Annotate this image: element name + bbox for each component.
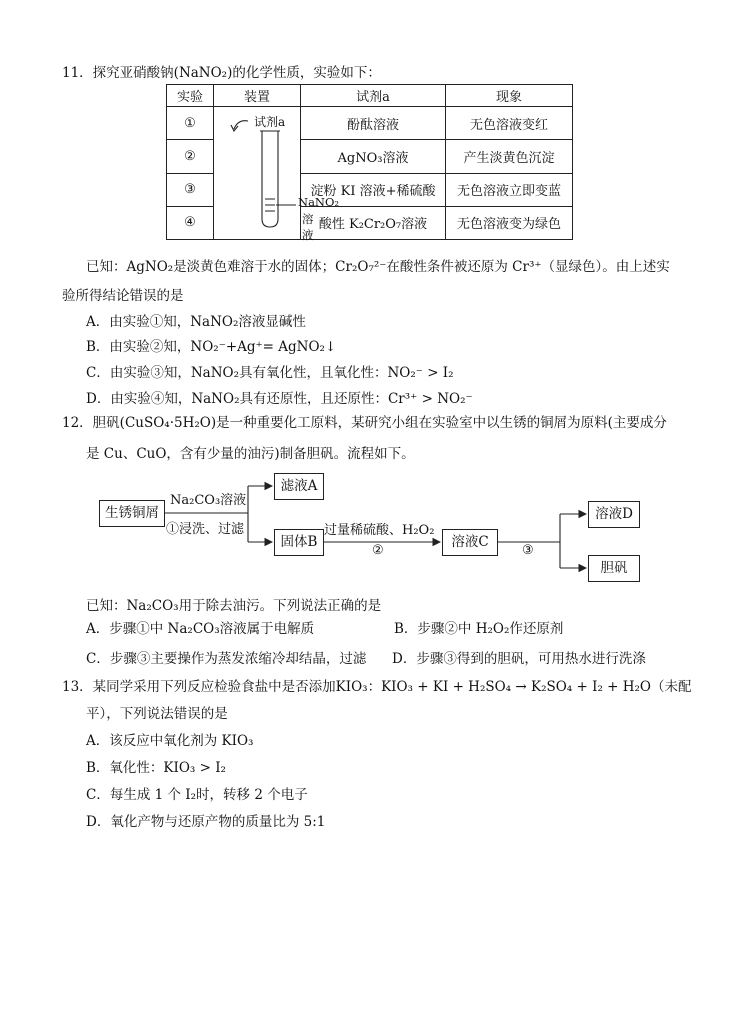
apparatus-top-label: 试剂a — [254, 115, 286, 129]
q13-option-b: B．氧化性：KIO₃ > I₂ — [86, 760, 226, 776]
q12-known: 已知：Na₂CO₃用于除去油污。下列说法正确的是 — [86, 598, 382, 614]
q12-option-c: C．步骤③主要操作为蒸发浓缩冷却结晶，过滤 — [86, 651, 367, 667]
q13-option-c: C．每生成 1 个 I₂时，转移 2 个电子 — [86, 787, 308, 803]
flow-step2-number: ② — [372, 543, 384, 558]
flow-step2-reagent: 过量稀硫酸、H₂O₂ — [324, 523, 435, 538]
flow-box-start: 生锈铜屑 — [99, 500, 165, 527]
table-cell-no: ① — [167, 107, 214, 140]
apparatus-bottom-label1: NaNO₂ — [298, 195, 340, 209]
table-header: 现象 — [446, 85, 573, 107]
q11-option-d: D．由实验④知，NaNO₂具有还原性，且还原性：Cr³⁺ > NO₂⁻ — [86, 391, 473, 407]
q12-option-b: B．步骤②中 H₂O₂作还原剂 — [394, 621, 564, 637]
q11-option-a: A．由实验①知，NaNO₂溶液显碱性 — [86, 314, 306, 330]
table-cell-no: ② — [167, 140, 214, 173]
q13-option-d: D．氧化产物与还原产物的质量比为 5:1 — [86, 814, 326, 830]
flow-step3-number: ③ — [522, 543, 534, 558]
q11-known-line2: 验所得结论错误的是 — [62, 288, 184, 304]
table-cell-reagent: 酸性 K₂Cr₂O₇溶液 — [301, 206, 446, 239]
q13-stem-line1: 13．某同学采用下列反应检验食盐中是否添加KIO₃：KIO₃ + KI + H₂SO₄ → K₂SO₄ + I₂ + H₂O（未配 — [62, 679, 692, 695]
table-cell-no: ④ — [167, 206, 214, 239]
table-cell-phenomenon: 产生淡黄色沉淀 — [446, 140, 573, 173]
q11-known-line1: 已知：AgNO₂是淡黄色难溶于水的固体；Cr₂O₇²⁻在酸性条件被还原为 Cr³⁺（显绿色）。由上述实 — [86, 259, 670, 275]
flow-step1-reagent: Na₂CO₃溶液 — [170, 493, 247, 508]
q12-stem-line2: 是 Cu、CuO，含有少量的油污)制备胆矾。流程如下。 — [86, 446, 415, 462]
flow-box-product: 胆矾 — [588, 555, 640, 582]
flow-box-solution-c: 溶液C — [442, 529, 498, 556]
apparatus-bottom-label2: 溶液 — [302, 212, 314, 242]
q11-option-c: C．由实验③知，NaNO₂具有氧化性，且氧化性：NO₂⁻ > I₂ — [86, 365, 454, 381]
table-cell-phenomenon: 无色溶液变为绿色 — [446, 206, 573, 239]
table-header: 试剂a — [301, 85, 446, 107]
table-header: 装置 — [214, 85, 301, 107]
table-cell-reagent: 酚酞溶液 — [301, 107, 446, 140]
table-cell-reagent: 淀粉 KI 溶液+稀硫酸 — [301, 173, 446, 206]
flow-box-solid-b: 固体B — [274, 529, 324, 556]
table-cell-phenomenon: 无色溶液立即变蓝 — [446, 173, 573, 206]
table-cell-no: ③ — [167, 173, 214, 206]
q13-stem-line2: 平），下列说法错误的是 — [86, 706, 228, 722]
table-cell-phenomenon: 无色溶液变红 — [446, 107, 573, 140]
table-header: 实验 — [167, 85, 214, 107]
q11-option-b: B．由实验②知，NO₂⁻+Ag⁺= AgNO₂↓ — [86, 339, 337, 355]
flow-step1-operation: ①浸洗、过滤 — [166, 522, 245, 537]
q12-option-a: A．步骤①中 Na₂CO₃溶液属于电解质 — [86, 621, 315, 637]
q12-option-d: D．步骤③得到的胆矾，可用热水进行洗涤 — [392, 651, 646, 667]
table-cell-reagent: AgNO₃溶液 — [301, 140, 446, 173]
flow-box-filtrate-a: 滤液A — [274, 473, 324, 500]
flow-box-solution-d: 溶液D — [588, 501, 640, 528]
q13-option-a: A．该反应中氧化剂为 KIO₃ — [86, 733, 254, 749]
q12-stem-line1: 12．胆矾(CuSO₄·5H₂O)是一种重要化工原料，某研究小组在实验室中以生锈的铜屑为原料(主要成分 — [62, 415, 667, 431]
q11-stem: 11．探究亚硝酸钠(NaNO₂)的化学性质，实验如下： — [62, 65, 381, 81]
